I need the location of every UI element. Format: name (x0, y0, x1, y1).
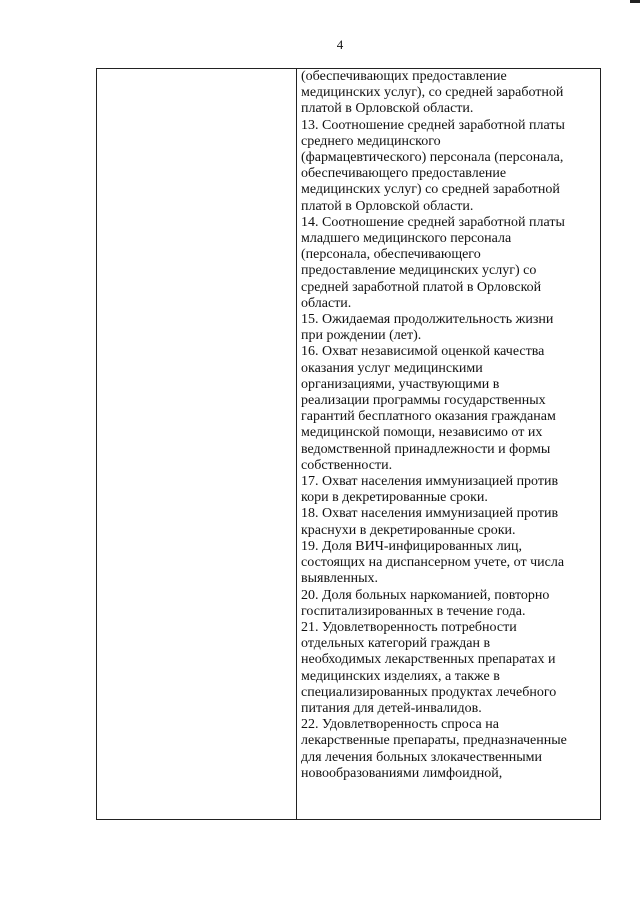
text-line: специализированных продуктах лечебного (301, 684, 557, 700)
text-line: младшего медицинского персонала (301, 231, 512, 247)
text-line: 14. Соотношение средней заработной платы (301, 214, 565, 230)
text-line: медицинских услуг) со средней заработной (301, 182, 560, 198)
document-table (96, 68, 601, 820)
text-line: 16. Охват независимой оценкой качества (301, 344, 545, 360)
text-line: лекарственные препараты, предназначенные (301, 733, 567, 749)
text-line: медицинской помощи, независимо от их (301, 425, 543, 441)
right-cell-text (301, 69, 601, 782)
text-line: 20. Доля больных наркоманией, повторно (301, 587, 550, 603)
text-line: 19. Доля ВИЧ-инфицированных лиц, (301, 538, 523, 554)
text-line: области. (301, 295, 352, 311)
column-divider (296, 69, 297, 819)
text-line: реализации программы государственных (301, 393, 546, 409)
text-line: среднего медицинского (301, 133, 441, 149)
text-line: 15. Ожидаемая продолжительность жизни (301, 312, 554, 328)
text-line: медицинских услуг), со средней заработной (301, 85, 564, 101)
text-line: при рождении (лет). (301, 328, 422, 344)
text-line: питания для детей-инвалидов. (301, 700, 482, 716)
text-line: средней заработной платой в Орловской (301, 279, 542, 295)
text-line: (фармацевтического) персонала (персонала, (301, 150, 564, 166)
text-line: состоящих на диспансерном учете, от числа (301, 555, 565, 571)
text-line: (персонала, обеспечивающего (301, 247, 481, 263)
text-line: 22. Удовлетворенность спроса на (301, 717, 499, 733)
text-line: госпитализированных в течение года. (301, 603, 526, 619)
text-line: медицинских изделиях, а также в (301, 668, 500, 684)
text-line: собственности. (301, 457, 393, 473)
text-line: ведомственной принадлежности и формы (301, 441, 551, 457)
text-line: кори в декретированные сроки. (301, 490, 488, 506)
corner-scan-mark (630, 0, 640, 3)
text-line: для лечения больных злокачественными (301, 749, 542, 765)
text-line: платой в Орловской области. (301, 101, 474, 117)
text-line: отдельных категорий граждан в (301, 636, 491, 652)
text-line: платой в Орловской области. (301, 198, 474, 214)
text-line: краснухи в декретированные сроки. (301, 522, 516, 538)
text-line: организациями, участвующими в (301, 376, 500, 392)
text-line: оказания услуг медицинскими (301, 360, 483, 376)
page-number: 4 (336, 37, 344, 52)
text-line: обеспечивающего предоставление (301, 166, 507, 182)
text-line: предоставление медицинских услуг) со (301, 263, 537, 279)
text-line: (обеспечивающих предоставление (301, 69, 507, 84)
text-line: необходимых лекарственных препаратах и (301, 652, 556, 668)
text-line: гарантий бесплатного оказания гражданам (301, 409, 556, 425)
text-line: 18. Охват населения иммунизацией против (301, 506, 559, 522)
text-line: 17. Охват населения иммунизацией против (301, 474, 559, 490)
text-line: 21. Удовлетворенность потребности (301, 619, 517, 635)
text-line: 13. Соотношение средней заработной платы (301, 117, 565, 133)
text-line: выявленных. (301, 571, 378, 587)
text-line: новообразованиями лимфоидной, (301, 765, 503, 781)
